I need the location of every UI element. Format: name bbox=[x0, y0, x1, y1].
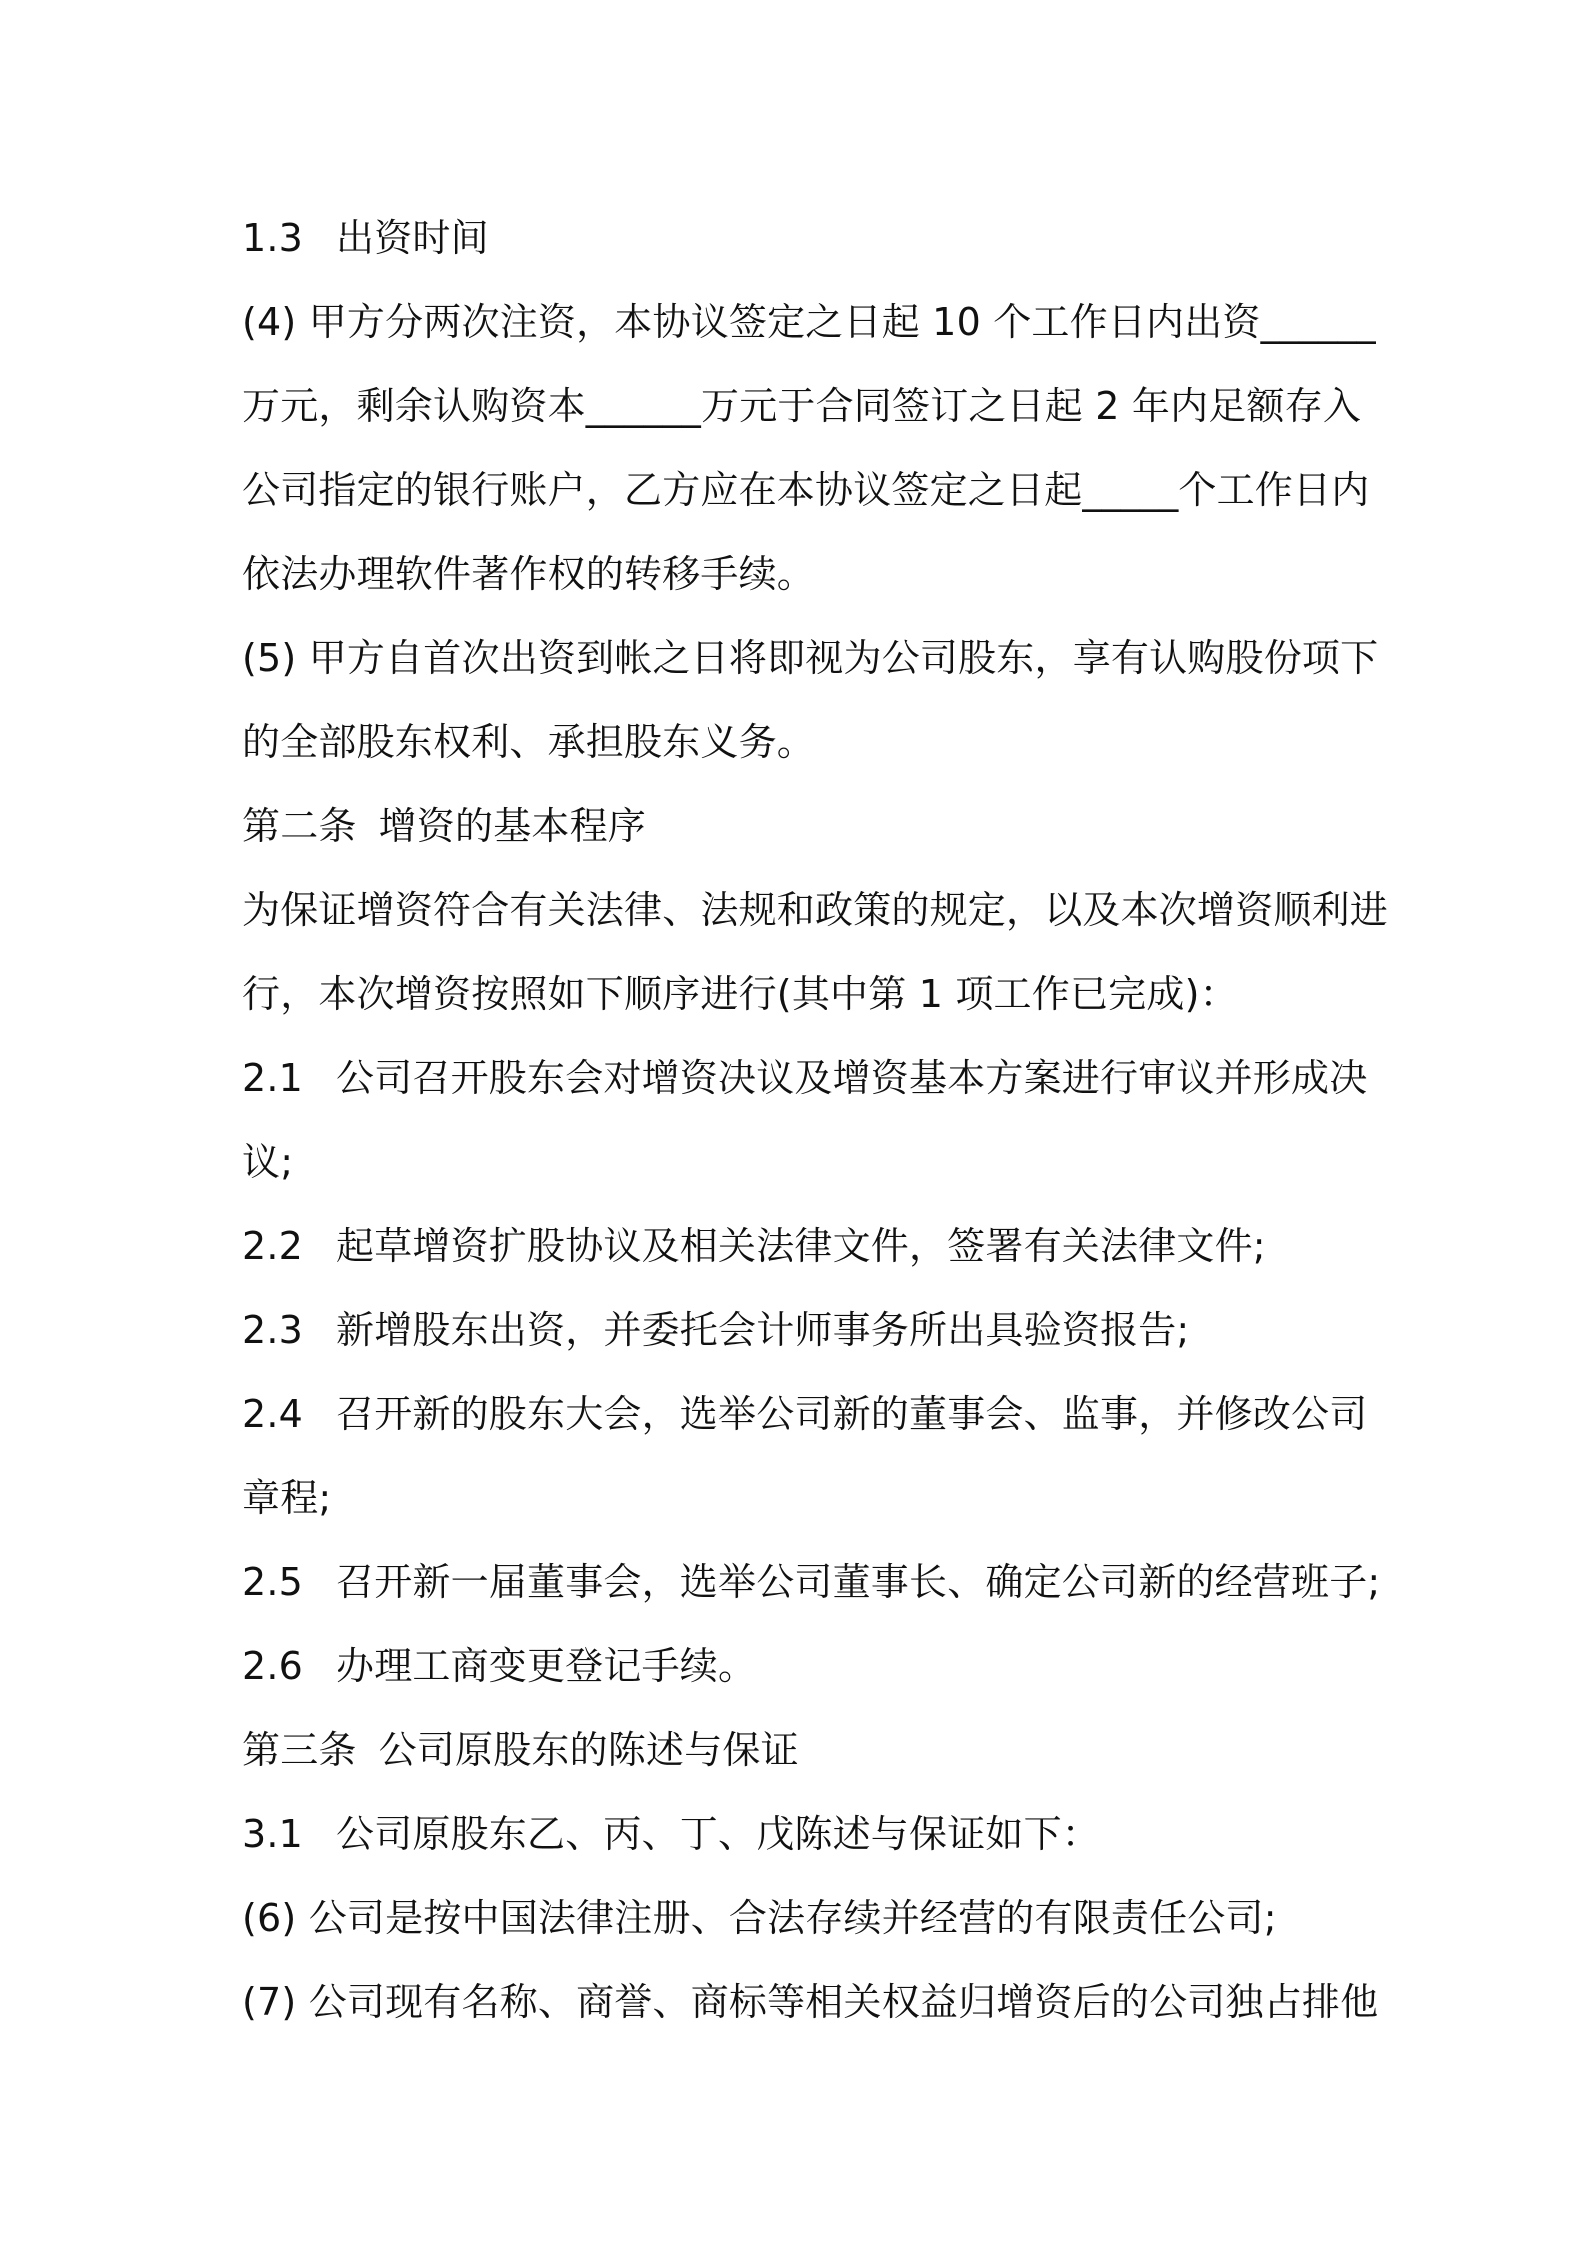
article-title: 公司原股东的陈述与保证 bbox=[378, 1728, 799, 1772]
paragraph-line bbox=[242, 1120, 1360, 1204]
paragraph-text: (5) 甲方自首次出资到帐之日将即视为公司股东，享有认购股份项下 bbox=[242, 636, 1379, 680]
clause-text: 出资时间 bbox=[336, 216, 489, 260]
article-number: 第二条 bbox=[242, 804, 357, 848]
paragraph-line bbox=[242, 616, 1379, 700]
paragraph-line bbox=[242, 868, 1389, 952]
paragraph-line bbox=[242, 1456, 1360, 1540]
paragraph-line bbox=[242, 1876, 1360, 1960]
paragraph-text: (4) 甲方分两次注资，本协议签定之日起 10 个工作日内出资______ bbox=[242, 300, 1376, 344]
clause-number: 2.3 bbox=[242, 1308, 304, 1352]
clause-number: 2.4 bbox=[242, 1392, 304, 1436]
article-number: 第三条 bbox=[242, 1728, 357, 1772]
paragraph-line bbox=[242, 448, 1370, 532]
paragraph-text: 依法办理软件著作权的转移手续。 bbox=[242, 552, 816, 596]
paragraph-text: (7) 公司现有名称、商誉、商标等相关权益归增资后的公司独占排他 bbox=[242, 1980, 1379, 2024]
clause-text: 新增股东出资，并委托会计师事务所出具验资报告; bbox=[336, 1308, 1190, 1352]
paragraph-text: 行，本次增资按照如下顺序进行(其中第 1 项工作已完成)： bbox=[242, 972, 1238, 1016]
clause-number: 3.1 bbox=[242, 1812, 304, 1856]
clause-number: 2.1 bbox=[242, 1056, 304, 1100]
clause-line bbox=[242, 1288, 1360, 1372]
clause-text: 公司原股东乙、丙、丁、戊陈述与保证如下： bbox=[336, 1812, 1101, 1856]
paragraph-line bbox=[242, 364, 1360, 448]
clause-text: 起草增资扩股协议及相关法律文件，签署有关法律文件; bbox=[336, 1224, 1266, 1268]
document-body bbox=[242, 196, 1389, 2044]
clause-number: 2.6 bbox=[242, 1644, 304, 1688]
clause-text: 召开新的股东大会，选举公司新的董事会、监事，并修改公司 bbox=[336, 1392, 1368, 1436]
clause-line bbox=[242, 1204, 1360, 1288]
paragraph-text: 的全部股东权利、承担股东义务。 bbox=[242, 720, 816, 764]
clause-text: 召开新一届董事会，选举公司董事长、确定公司新的经营班子; bbox=[336, 1560, 1381, 1604]
clause-line bbox=[242, 1036, 1368, 1120]
paragraph-text: (6) 公司是按中国法律注册、合法存续并经营的有限责任公司; bbox=[242, 1896, 1277, 1940]
paragraph-text: 为保证增资符合有关法律、法规和政策的规定，以及本次增资顺利进 bbox=[242, 888, 1389, 932]
clause-number: 1.3 bbox=[242, 216, 304, 260]
paragraph-line bbox=[242, 532, 1360, 616]
paragraph-line bbox=[242, 1960, 1379, 2044]
clause-text: 办理工商变更登记手续。 bbox=[336, 1644, 757, 1688]
paragraph-text: 议; bbox=[242, 1140, 294, 1184]
paragraph-text: 万元，剩余认购资本______万元于合同签订之日起 2 年内足额存入 bbox=[242, 384, 1362, 428]
paragraph-line bbox=[242, 280, 1376, 364]
article-heading bbox=[242, 784, 1360, 868]
article-heading bbox=[242, 1708, 1360, 1792]
paragraph-text: 章程; bbox=[242, 1476, 332, 1520]
paragraph-text: 公司指定的银行账户，乙方应在本协议签定之日起_____个工作日内 bbox=[242, 468, 1370, 512]
clause-line bbox=[242, 1624, 1360, 1708]
paragraph-line bbox=[242, 952, 1360, 1036]
clause-number: 2.2 bbox=[242, 1224, 304, 1268]
clause-line bbox=[242, 1792, 1360, 1876]
clause-line bbox=[242, 1540, 1381, 1624]
clause-text: 公司召开股东会对增资决议及增资基本方案进行审议并形成决 bbox=[336, 1056, 1368, 1100]
clause-line bbox=[242, 196, 1360, 280]
article-title: 增资的基本程序 bbox=[378, 804, 647, 848]
clause-line bbox=[242, 1372, 1368, 1456]
clause-number: 2.5 bbox=[242, 1560, 304, 1604]
paragraph-line bbox=[242, 700, 1360, 784]
